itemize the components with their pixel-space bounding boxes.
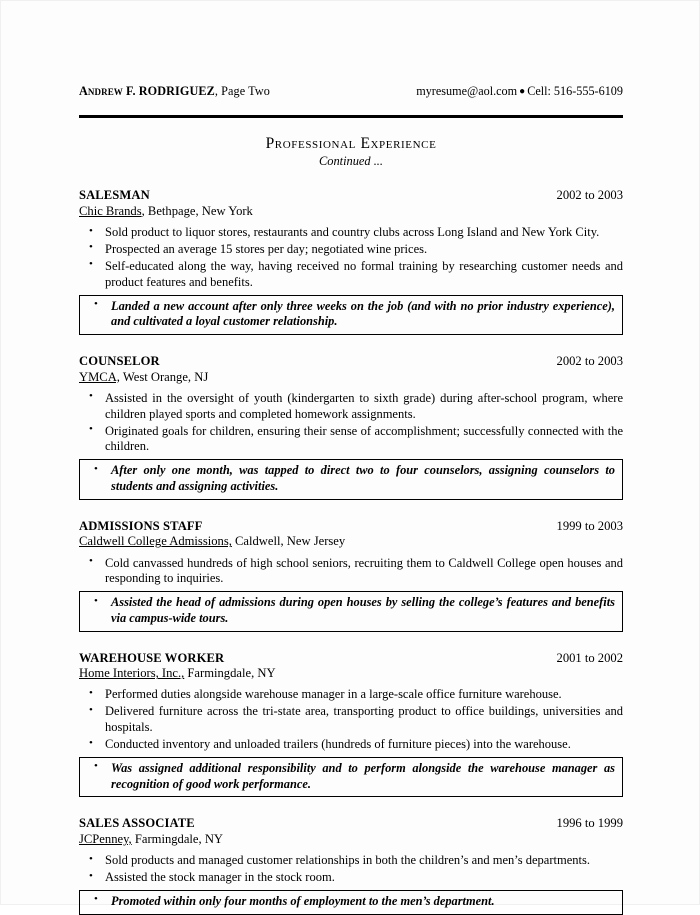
job-responsibilities	[79, 687, 623, 753]
job-entry	[79, 188, 623, 335]
employer-name: Caldwell College Admissions,	[79, 534, 232, 549]
list-item: • Assisted in the oversight of youth (kindergarten to sixth grade) during after-school program, where children played sports and completed homework assignments.	[79, 391, 623, 423]
job-responsibilities	[79, 556, 623, 588]
list-item: • Delivered furniture across the tri-state area, transporting product to office buildings, universities and hospitals.	[79, 704, 623, 736]
job-employer	[79, 534, 623, 549]
achievement-text: • After only one month, was tapped to direct two to four counselors, assigning counselors to students and assigning activities.	[80, 463, 615, 494]
job-responsibilities	[79, 225, 623, 291]
running-header	[79, 85, 623, 98]
employer-name: Chic Brands	[79, 203, 142, 218]
list-item: • Prospected an average 15 stores per day; negotiated wine prices.	[79, 242, 623, 258]
job-dates: 2002 to 2003	[556, 353, 623, 368]
job-employer	[79, 832, 623, 847]
list-item: • Cold canvassed hundreds of high school seniors, recruiting them to Caldwell College open houses and responding to inquiries.	[79, 556, 623, 588]
list-item: • Assisted the stock manager in the stock room.	[79, 870, 623, 886]
candidate-name	[79, 85, 270, 98]
list-item: • Self-educated along the way, having received no formal training by researching customer needs and product features and benefits.	[79, 259, 623, 291]
job-header	[79, 188, 623, 203]
job-header	[79, 651, 623, 666]
bullet-separator-icon: ●	[519, 86, 526, 97]
job-dates: 1996 to 1999	[556, 816, 623, 831]
candidate-first-name: Andrew	[79, 84, 123, 98]
achievement-text: • Assisted the head of admissions during open houses by selling the college’s features and benefits via campus-wide tours.	[80, 595, 615, 626]
job-employer	[79, 204, 623, 219]
section-heading: Professional Experience	[265, 135, 437, 153]
job-title: SALESMAN	[79, 188, 150, 203]
achievement-text: • Landed a new account after only three weeks on the job (and with no prior industry experience), and cultivated a loyal customer relationship.	[80, 299, 615, 330]
job-responsibilities	[79, 853, 623, 886]
achievement-text: • Promoted within only four months of employment to the men’s department.	[80, 894, 615, 910]
header-divider-rule	[79, 115, 623, 118]
job-header	[79, 519, 623, 534]
employer-name: YMCA,	[79, 369, 120, 384]
section-continued-note: Continued ...	[318, 154, 384, 169]
job-entry	[79, 816, 623, 914]
list-item: • Conducted inventory and unloaded trailers (hundreds of furniture pieces) into the warehouse.	[79, 737, 623, 753]
employer-location: West Orange, NJ	[119, 369, 209, 384]
job-title: WAREHOUSE WORKER	[79, 650, 225, 665]
achievement-box	[79, 295, 623, 335]
job-title: SALES ASSOCIATE	[79, 816, 195, 831]
list-item: • Sold products and managed customer relationships in both the children’s and men’s departments.	[79, 853, 623, 869]
candidate-last-name: F. RODRIGUEZ	[122, 84, 215, 98]
job-title: COUNSELOR	[79, 353, 160, 368]
employer-location: Farmingdale, NY	[184, 666, 276, 681]
employer-location: , Bethpage, New York	[141, 203, 253, 218]
contact-info	[416, 85, 623, 98]
job-dates: 1999 to 2003	[556, 518, 623, 533]
email-address[interactable]: myresume@aol.com	[416, 84, 518, 98]
job-title: ADMISSIONS STAFF	[79, 518, 203, 533]
employer-location: Caldwell, New Jersey	[231, 534, 346, 549]
phone-number: Cell: 516-555-6109	[527, 84, 623, 98]
page-number-label: , Page Two	[214, 84, 270, 98]
achievement-text: • Was assigned additional responsibility and to perform alongside the warehouse manager as recognition of good work performance.	[80, 761, 615, 792]
job-dates: 2002 to 2003	[556, 188, 623, 203]
job-dates: 2001 to 2002	[556, 650, 623, 665]
job-employer	[79, 370, 623, 385]
list-item: • Sold product to liquor stores, restaurants and country clubs across Long Island and New York City.	[79, 225, 623, 241]
job-entry	[79, 519, 623, 632]
job-responsibilities	[79, 391, 623, 456]
achievement-box	[79, 459, 623, 499]
achievement-box	[79, 890, 623, 915]
list-item: • Performed duties alongside warehouse manager in a large-scale office furniture warehouse.	[79, 687, 623, 703]
achievement-box	[79, 591, 623, 631]
job-header	[79, 816, 623, 831]
employer-name: Home Interiors, Inc.,	[79, 666, 185, 681]
job-header	[79, 354, 623, 369]
achievement-box	[79, 757, 623, 797]
job-entry	[79, 354, 623, 500]
employer-location: Farmingdale, NY	[131, 832, 224, 847]
list-item: • Originated goals for children, ensuring their sense of accomplishment; successfully connected with the children.	[79, 424, 623, 456]
job-employer	[79, 666, 623, 681]
employer-name: JCPenney,	[79, 832, 132, 847]
document-content	[79, 85, 623, 915]
job-entry	[79, 651, 623, 798]
